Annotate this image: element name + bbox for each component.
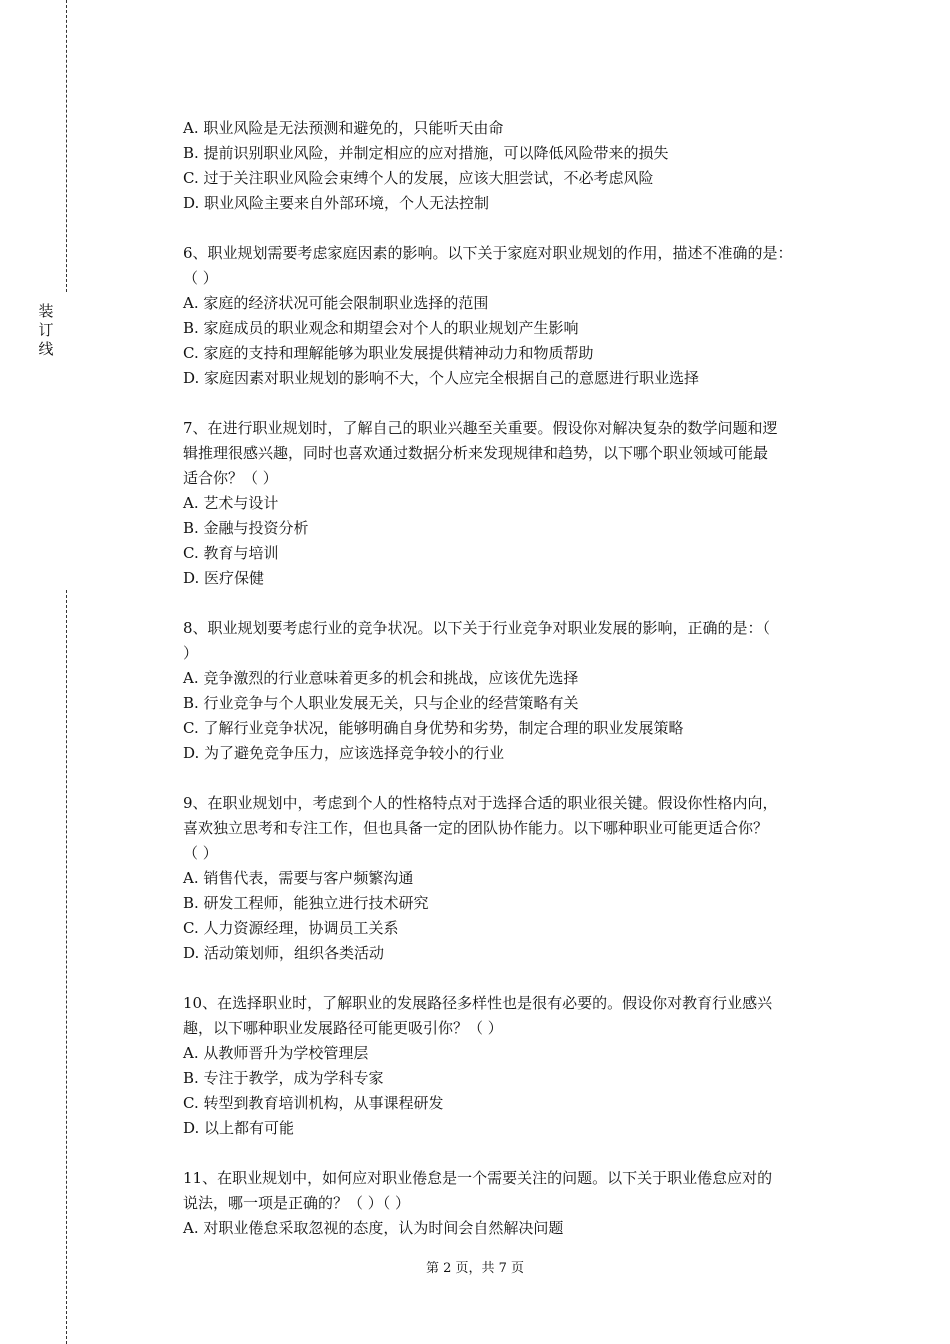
question-6 xyxy=(183,241,847,391)
option-d: D. 为了避免竞争压力，应该选择竞争较小的行业 xyxy=(183,744,505,762)
option-d: D. 家庭因素对职业规划的影响不大，个人应完全根据自己的意愿进行职业选择 xyxy=(183,369,700,387)
question-stem: 喜欢独立思考和专注工作，但也具备一定的团队协作能力。以下哪种职业可能更适合你？ xyxy=(183,819,769,837)
question-stem: 9、在职业规划中，考虑到个人的性格特点对于选择合适的职业很关键。假设你性格内向， xyxy=(183,794,778,812)
binding-label xyxy=(36,302,56,359)
question-stem: 7、在进行职业规划时，了解自己的职业兴趣至关重要。假设你对解决复杂的数学问题和逻 xyxy=(183,419,778,437)
option-c: C. 转型到教育培训机构，从事课程研发 xyxy=(183,1094,444,1112)
question-stem: 8、职业规划要考虑行业的竞争状况。以下关于行业竞争对职业发展的影响，正确的是：（ xyxy=(183,619,771,637)
option-b: B. 行业竞争与个人职业发展无关，只与企业的经营策略有关 xyxy=(183,694,579,712)
question-stem: 说法，哪一项是正确的？（ ）（ ） xyxy=(183,1194,411,1212)
option-c: C. 人力资源经理，协调员工关系 xyxy=(183,919,399,937)
question-stem: （ ） xyxy=(183,269,218,287)
option-b: B. 专注于教学，成为学科专家 xyxy=(183,1069,384,1087)
option-c: C. 了解行业竞争状况，能够明确自身优势和劣势，制定合理的职业发展策略 xyxy=(183,719,684,737)
binding-line-bottom xyxy=(66,590,67,1344)
question-stem: 趣，以下哪种职业发展路径可能更吸引你？（ ） xyxy=(183,1019,503,1037)
option-d: D. 医疗保健 xyxy=(183,569,265,587)
binding-line-top xyxy=(66,0,67,292)
question-stem: 11、在职业规划中，如何应对职业倦怠是一个需要关注的问题。以下关于职业倦怠应对的 xyxy=(183,1169,773,1187)
option-a: A. 家庭的经济状况可能会限制职业选择的范围 xyxy=(183,294,489,312)
option-d: D. 职业风险主要来自外部环境，个人无法控制 xyxy=(183,194,490,212)
question-10 xyxy=(183,991,847,1141)
option-d: D. 活动策划师，组织各类活动 xyxy=(183,944,385,962)
option-a: A. 从教师晋升为学校管理层 xyxy=(183,1044,369,1062)
binding-char: 订 xyxy=(38,321,54,339)
option-a: A. 艺术与设计 xyxy=(183,494,279,512)
option-c: C. 家庭的支持和理解能够为职业发展提供精神动力和物质帮助 xyxy=(183,344,594,362)
option-b: B. 研发工程师，能独立进行技术研究 xyxy=(183,894,429,912)
option-b: B. 金融与投资分析 xyxy=(183,519,309,537)
question-5-options xyxy=(183,116,847,216)
question-9 xyxy=(183,791,847,966)
option-c: C. 教育与培训 xyxy=(183,544,279,562)
option-a: A. 对职业倦怠采取忽视的态度，认为时间会自然解决问题 xyxy=(183,1219,564,1237)
option-a: A. 职业风险是无法预测和避免的，只能听天由命 xyxy=(183,119,504,137)
option-c: C. 过于关注职业风险会束缚个人的发展，应该大胆尝试，不必考虑风险 xyxy=(183,169,654,187)
option-b: B. 提前识别职业风险，并制定相应的应对措施，可以降低风险带来的损失 xyxy=(183,144,669,162)
question-stem: （ ） xyxy=(183,844,218,862)
binding-char: 线 xyxy=(38,340,54,358)
question-content xyxy=(183,116,847,1266)
page-number: 第 2 页，共 7 页 xyxy=(425,1261,525,1276)
option-b: B. 家庭成员的职业观念和期望会对个人的职业规划产生影响 xyxy=(183,319,579,337)
question-11 xyxy=(183,1166,847,1241)
option-a: A. 销售代表，需要与客户频繁沟通 xyxy=(183,869,414,887)
question-stem: 辑推理很感兴趣，同时也喜欢通过数据分析来发现规律和趋势，以下哪个职业领域可能最 xyxy=(183,444,769,462)
question-stem: 适合你？（ ） xyxy=(183,469,278,487)
question-stem: ） xyxy=(183,644,199,662)
question-stem: 10、在选择职业时，了解职业的发展路径多样性也是很有必要的。假设你对教育行业感兴 xyxy=(183,994,773,1012)
option-a: A. 竞争激烈的行业意味着更多的机会和挑战，应该优先选择 xyxy=(183,669,579,687)
binding-char: 装 xyxy=(38,302,54,320)
question-7 xyxy=(183,416,847,591)
question-stem: 6、职业规划需要考虑家庭因素的影响。以下关于家庭对职业规划的作用，描述不准确的是： xyxy=(183,244,793,262)
question-8 xyxy=(183,616,847,766)
option-d: D. 以上都有可能 xyxy=(183,1119,295,1137)
